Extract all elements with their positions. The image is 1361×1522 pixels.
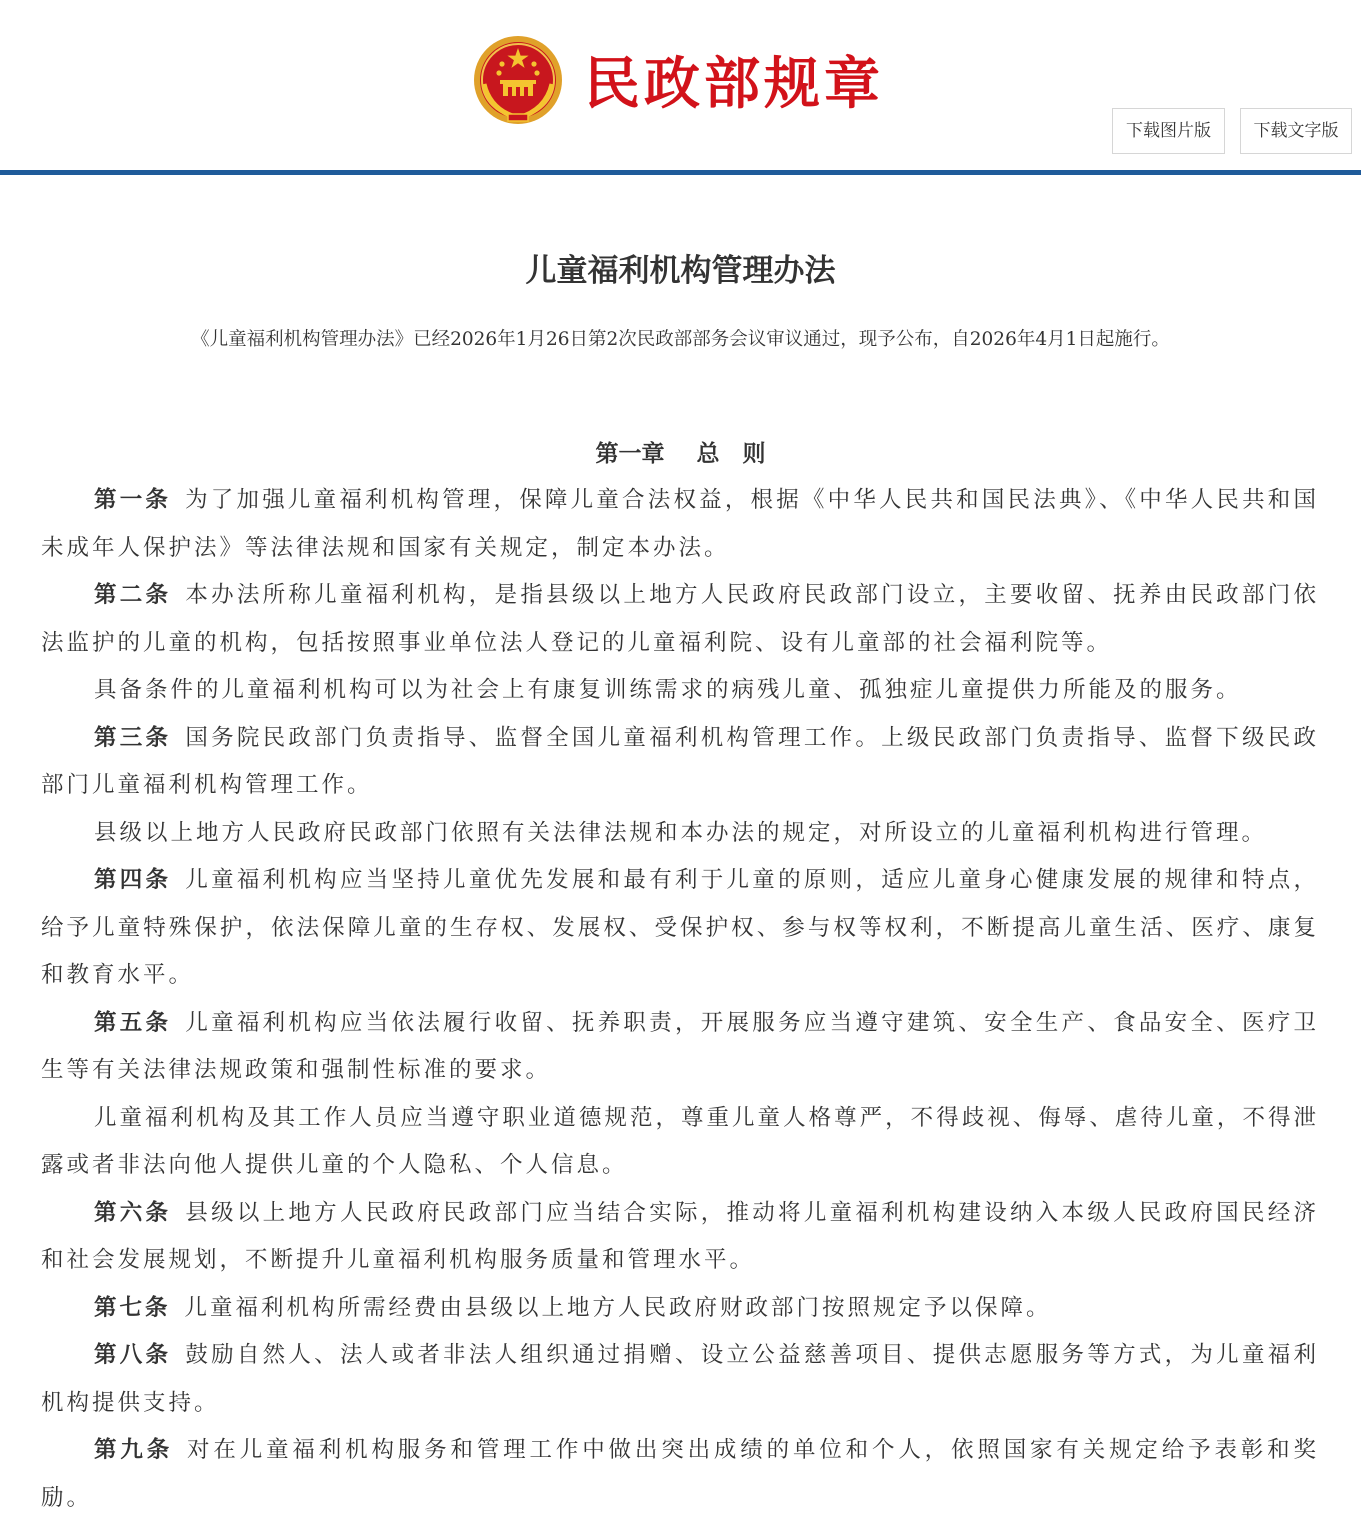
document-title: 儿童福利机构管理办法 bbox=[525, 253, 836, 289]
chapter-heading bbox=[0, 432, 1361, 476]
chapter-number: 第一章 bbox=[595, 440, 665, 467]
article-text: 国务院民政部门负责指导、监督全国儿童福利机构管理工作。上级民政部门负责指导、监督下级民政部门儿童福利机构管理工作。 bbox=[41, 724, 1319, 798]
promulgation-notice: 《儿童福利机构管理办法》已经2026年1月26日第2次民政部部务会议审议通过，现予公布，自2026年4月1日起施行。 bbox=[191, 329, 1170, 350]
article-3-para-2 bbox=[41, 810, 1319, 858]
brand-title: 民政部规章 bbox=[584, 52, 884, 117]
article-list bbox=[41, 477, 1319, 1511]
article-number: 第七条 bbox=[94, 1294, 171, 1321]
article-number: 第三条 bbox=[94, 724, 172, 751]
article-2-para-2 bbox=[41, 667, 1319, 715]
national-emblem-icon bbox=[472, 34, 564, 126]
article-5 bbox=[41, 1000, 1319, 1095]
article-text: 为了加强儿童福利机构管理，保障儿童合法权益，根据《中华人民共和国民法典》、《中华人民共和国未成年人保护法》等法律法规和国家有关规定，制定本办法。 bbox=[41, 487, 1319, 561]
article-number: 第八条 bbox=[94, 1342, 172, 1368]
article-3 bbox=[41, 715, 1319, 810]
article-8 bbox=[41, 1332, 1319, 1427]
article-9 bbox=[41, 1427, 1319, 1522]
article-5-para-2 bbox=[41, 1095, 1319, 1190]
article-text: 具备条件的儿童福利机构可以为社会上有康复训练需求的病残儿童、孤独症儿童提供力所能及的服务。 bbox=[94, 677, 1242, 703]
chapter-title: 总 则 bbox=[696, 440, 766, 467]
article-text: 县级以上地方人民政府民政部门依照有关法律法规和本办法的规定，对所设立的儿童福利机构进行管理。 bbox=[94, 819, 1268, 846]
article-number: 第四条 bbox=[94, 867, 172, 893]
article-number: 第一条 bbox=[94, 487, 172, 513]
article-number: 第六条 bbox=[94, 1199, 172, 1226]
article-text: 鼓励自然人、法人或者非法人组织通过捐赠、设立公益慈善项目、提供志愿服务等方式，为儿童福利机构提供支持。 bbox=[41, 1342, 1319, 1416]
article-text: 县级以上地方人民政府民政部门应当结合实际，推动将儿童福利机构建设纳入本级人民政府国民经济和社会发展规划，不断提升儿童福利机构服务质量和管理水平。 bbox=[41, 1199, 1319, 1273]
header-divider bbox=[0, 170, 1361, 175]
article-text: 对在儿童福利机构服务和管理工作中做出突出成绩的单位和个人，依照国家有关规定给予表彰和奖励。 bbox=[41, 1437, 1319, 1511]
page-header bbox=[0, 0, 1361, 170]
article-2 bbox=[41, 572, 1319, 667]
article-1 bbox=[41, 477, 1319, 572]
article-number: 第五条 bbox=[94, 1009, 172, 1036]
article-text: 本办法所称儿童福利机构，是指县级以上地方人民政府民政部门设立，主要收留、抚养由民政部门依法监护的儿童的机构，包括按照事业单位法人登记的儿童福利院、设有儿童部的社会福利院等。 bbox=[41, 582, 1319, 656]
article-number: 第九条 bbox=[94, 1437, 174, 1463]
article-text: 儿童福利机构应当坚持儿童优先发展和最有利于儿童的原则，适应儿童身心健康发展的规律和特点，给予儿童特殊保护，依法保障儿童的生存权、发展权、受保护权、参与权等权利，不断提高儿童生活、医疗、康复和教育水平。 bbox=[41, 867, 1319, 988]
article-number: 第二条 bbox=[94, 582, 172, 608]
article-text: 儿童福利机构及其工作人员应当遵守职业道德规范，尊重儿童人格尊严，不得歧视、侮辱、虐待儿童，不得泄露或者非法向他人提供儿童的个人隐私、个人信息。 bbox=[41, 1104, 1319, 1178]
article-text: 儿童福利机构所需经费由县级以上地方人民政府财政部门按照规定予以保障。 bbox=[184, 1294, 1052, 1321]
article-7 bbox=[41, 1285, 1319, 1333]
download-image-button[interactable]: 下载图片版 bbox=[1112, 108, 1225, 154]
download-text-button[interactable]: 下载文字版 bbox=[1240, 108, 1352, 154]
article-text: 儿童福利机构应当依法履行收留、抚养职责，开展服务应当遵守建筑、安全生产、食品安全、医疗卫生等有关法律法规政策和强制性标准的要求。 bbox=[41, 1009, 1319, 1083]
article-6 bbox=[41, 1190, 1319, 1285]
article-4 bbox=[41, 857, 1319, 1000]
